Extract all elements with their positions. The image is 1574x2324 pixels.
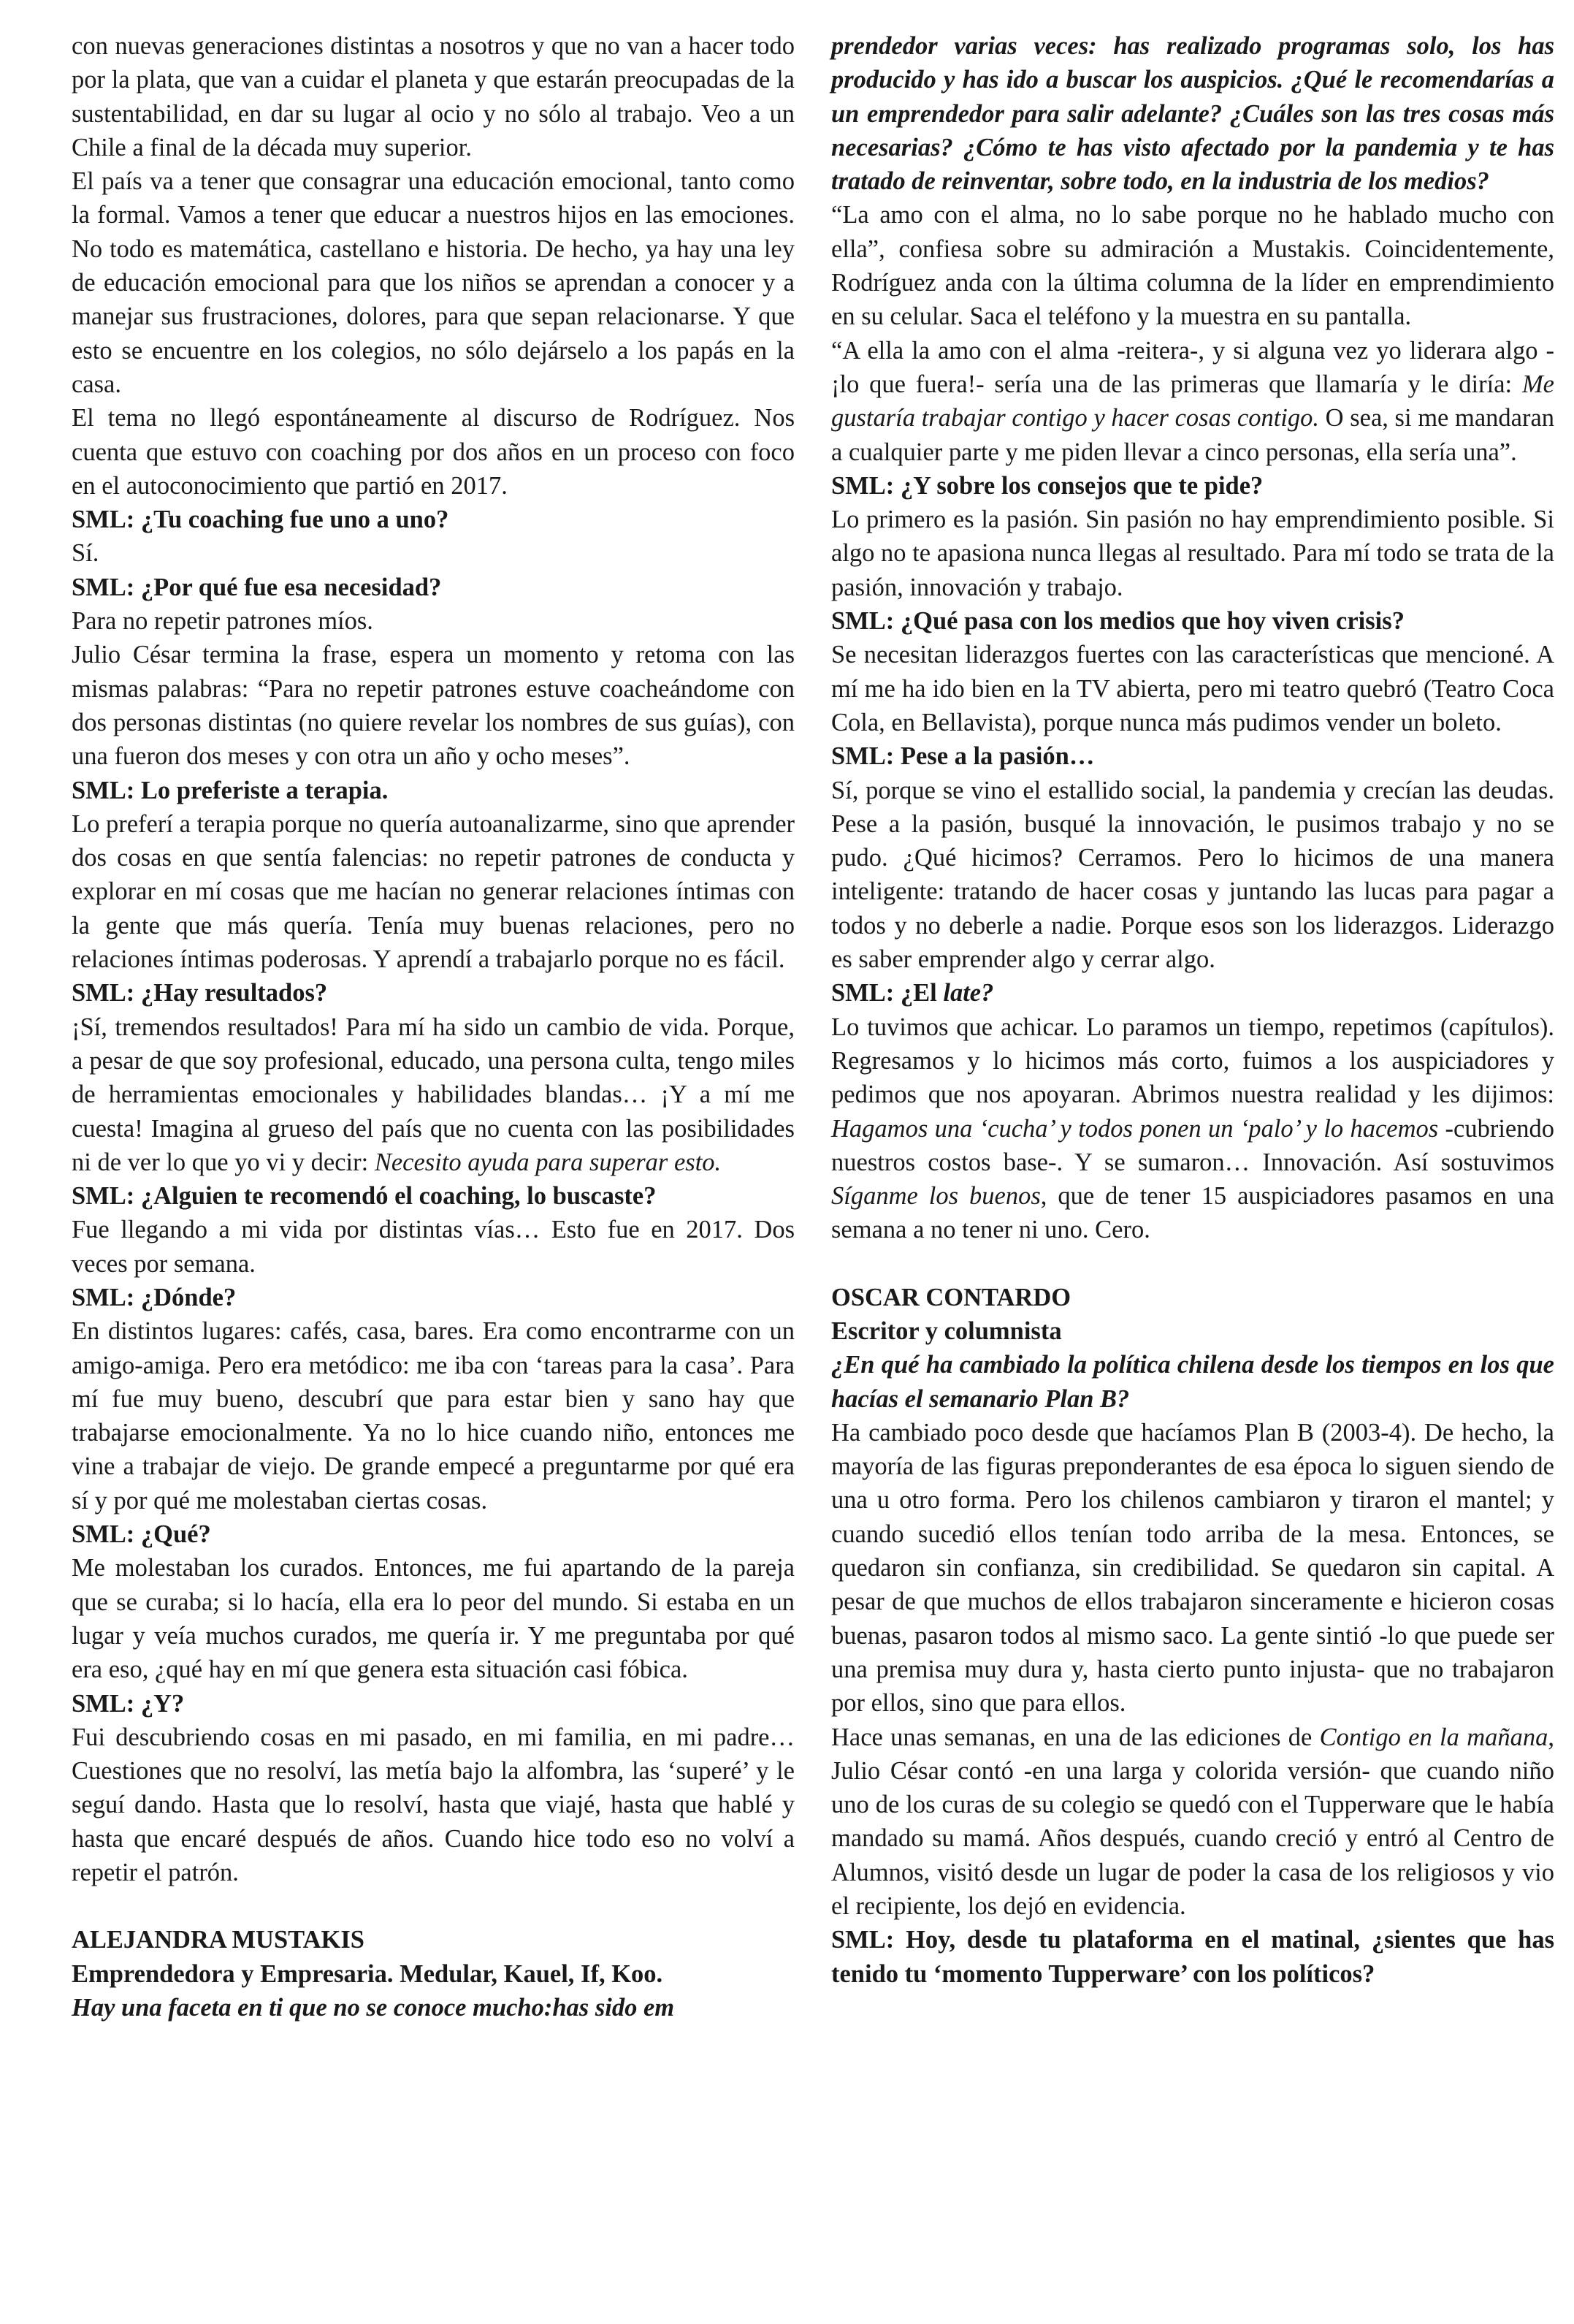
interview-answer: Sí, porque se vino el estallido social, la pandemia y crecían las deudas. Pese a la pasión, busqué la innovación, le pusimos trabajo y no se pudo. ¿Qué hicimos? Cerramos. Pero lo hicimos de una manera inteligente: tratando de hacer cosas y juntando las lucas para pagar a todos y no deberle a nadie. Porque esos son los liderazgos. Liderazgo es saber emprender algo y cerrar algo. [831,776,1554,974]
interviewee-question: prendedor varias veces: has realizado programas solo, los has producido y has ido a buscar los auspicios. ¿Qué le recomendarías a un emprendedor para salir adelante? ¿Cuáles son las tres cosas más necesarias? ¿Cómo te has visto afectado por la pandemia y te has tratado de reinventar, sobre todo, en la industria de los medios? [831,32,1554,196]
interviewee-role: Emprendedora y Empresaria. Medular, Kauel, If, Koo. [72,1959,663,1988]
interview-question: SML: ¿Tu coaching fue uno a uno? [72,506,449,534]
answer-text: ¡Sí, tremendos resultados! Para mí ha sido un cambio de vida. Porque, a pesar de que soy profesional, educado, una persona culta, tengo miles de herramientas emocionales y habilidades blandas… ¡Y a mí me cuesta! Imagina al grueso del país que no cuenta con las posibilidades ni de ver lo que yo vi y decir: [72,1013,795,1176]
interview-answer: Lo primero es la pasión. Sin pasión no hay emprendimiento posible. Si algo no te apasiona nunca llegas al resultado. Para mí todo se trata de la pasión, innovación y trabajo. [831,506,1554,601]
paragraph: con nuevas generaciones distintas a nosotros y que no van a hacer todo por la plata, que van a cuidar el planeta y que estarán preocupadas de la sustentabilidad, en dar su lugar al ocio y no sólo al trabajo. Veo a un Chile a final de la década muy superior. [72,32,795,161]
paragraph: El país va a tener que consagrar una educación emocional, tanto como la formal. Vamos a tener que educar a nuestros hijos en las emociones. No todo es matemática, castellano e historia. De hecho, ya hay una ley de educación emocional para que los niños se aprendan a conocer y a manejar sus frustraciones, dolores, para que sepan relacionarse. Y que esto se encuentre en los colegios, no sólo dejárselo a los papás en la casa. [72,167,795,398]
interview-answer: Me molestaban los curados. Entonces, me fui apartando de la pareja que se curaba; si lo hacía, ella era lo peor del mundo. Si estaba en un lugar y veía muchos curados, me quería ir. Y me preguntaba por qué era eso, ¿qué hay en mí que genera esta situación casi fóbica. [72,1554,795,1684]
interview-question: SML: Hoy, desde tu plataforma en el matinal, ¿sientes que has tenido tu ‘momento Tupperware’ con los políticos? [831,1926,1554,1988]
question-text: SML: ¿El [831,979,944,1007]
paragraph: Julio César termina la frase, espera un momento y retoma con las mismas palabras: “Para no repetir patrones estuve coacheándome con dos personas distintas (no quiere revelar los nombres de sus guías), con una fueron dos meses y con otra un año y ocho meses”. [72,641,795,771]
interview-question [831,976,1554,1010]
interview-question: SML: ¿Qué? [72,1520,211,1549]
interview-question: SML: ¿Dónde? [72,1283,237,1311]
paragraph [831,334,1554,469]
interview-question: SML: ¿Qué pasa con los medios que hoy viven crisis? [831,607,1405,636]
right-column [831,29,1554,1991]
interview-answer: Lo preferí a terapia porque no quería autoanalizarme, sino que aprender dos cosas en que sentía falencias: no repetir patrones de conducta y explorar en mí cosas que me hacían no generar relaciones íntimas con la gente que más quería. Tenía muy buenas relaciones, pero no relaciones íntimas poderosas. Y aprendí a trabajarlo porque no es fácil. [72,809,795,974]
interview-answer: Sí. [72,539,99,568]
interviewee-question: ¿En qué ha cambiado la política chilena desde los tiempos en los que hacías el semanario Plan B? [831,1351,1554,1413]
interviewee-name: OSCAR CONTARDO [831,1283,1071,1311]
paragraph-text: O sea, si me mandaran a cualquier parte y me piden llevar a cinco personas, ella sería una”. [831,404,1555,466]
interview-question: SML: ¿Por qué fue esa necesidad? [72,573,442,601]
interview-answer [72,1010,795,1179]
answer-italic: Síganme los buenos [831,1182,1041,1211]
interview-question: SML: ¿Y? [72,1689,185,1718]
interviewee-question: Hay una faceta en ti que no se conoce mucho:has sido em [72,1993,675,2022]
question-italic: late? [943,979,994,1007]
interview-question: SML: ¿Alguien te recomendó el coaching, lo buscaste? [72,1182,657,1211]
interviewee-role: Escritor y columnista [831,1317,1062,1345]
interview-answer: Fue llegando a mi vida por distintas vías… Esto fue en 2017. Dos veces por semana. [72,1216,795,1278]
interview-answer [831,1010,1554,1247]
interview-answer: Para no repetir patrones míos. [72,607,373,636]
answer-text: Lo tuvimos que achicar. Lo paramos un tiempo, repetimos (capítulos). Regresamos y lo hicimos más corto, fuimos a los auspiciadores y pedimos que nos apoyaran. Abrimos nuestra realidad y les dijimos: [831,1013,1554,1109]
answer-italic: Necesito ayuda para superar esto. [374,1148,722,1176]
paragraph: “La amo con el alma, no lo sabe porque no he hablado mucho con ella”, confiesa sobre su admiración a Mustakis. Coincidentemente, Rodríguez anda con la última columna de la líder en emprendimiento en su celular. Saca el teléfono y la muestra en su pantalla. [831,201,1554,331]
paragraph-text: , Julio César contó -en una larga y colorida versión- que cuando niño uno de los curas de su colegio se quedó con el Tupperware que le había mandado su mamá. Años después, cuando creció y entró al Centro de Alumnos, visitó desde un lugar de poder la casa de los religiosos y vio el recipiente, los dejó en evidencia. [831,1723,1555,1921]
answer-text: -cubriendo nuestros costos base-. Y se sumaron… Innovación. Así sostuvimos [831,1114,1554,1176]
interview-question: SML: ¿Hay resultados? [72,979,328,1007]
left-column [72,29,795,2024]
paragraph [831,1721,1554,1924]
section-gap [72,1889,795,1923]
interview-answer: Ha cambiado poco desde que hacíamos Plan B (2003-4). De hecho, la mayoría de las figuras preponderantes de esa época lo siguen siendo de una u otro forma. Pero los chilenos cambiaron y tiraron el mantel; y cuando sucedió ellos tenían todo arriba de la mesa. Entonces, se quedaron sin confianza, sin credibilidad. Se quedaron sin capital. A pesar de que muchos de ellos trabajaron sinceramente e hicieron cosas buenas, pasaron todos al mismo saco. La gente sintió -lo que puede ser una premisa muy dura y, hasta cierto punto injusta- que no trabajaron por ellos, sino que para ellos. [831,1418,1554,1718]
paragraph: El tema no llegó espontáneamente al discurso de Rodríguez. Nos cuenta que estuvo con coaching por dos años en un proceso con foco en el autoconocimiento que partió en 2017. [72,404,795,500]
interview-answer: En distintos lugares: cafés, casa, bares. Era como encontrarme con un amigo-amiga. Pero era metódico: me iba con ‘tareas para la casa’. Para mí fue muy bueno, descubrí que para estar bien y sano hay que trabajarse emocionalmente. Ya no lo hice cuando niño, entonces me vine a trabajar de viejo. De grande empecé a preguntarme por qué era sí y por qué me molestaban ciertas cosas. [72,1317,795,1515]
paragraph-italic: Contigo en la mañana [1319,1723,1548,1751]
answer-italic: Hagamos una ‘cucha’ y todos ponen un ‘palo’ y lo hacemos [831,1114,1439,1143]
interviewee-name: ALEJANDRA MUSTAKIS [72,1926,364,1954]
paragraph-text: “A ella la amo con el alma -reitera-, y si alguna vez yo liderara algo -¡lo que fuera!- sería una de las primeras que llamaría y le diría: [831,336,1554,398]
paragraph-italic: Me gustaría trabajar contigo y hacer cosas contigo. [831,370,1554,433]
interview-answer: Se necesitan liderazgos fuertes con las características que mencioné. A mí me ha ido bien en la TV abierta, pero mi teatro quebró (Teatro Coca Cola, en Bellavista), porque nunca más pudimos vender un boleto. [831,641,1554,736]
interview-question: SML: ¿Y sobre los consejos que te pide? [831,471,1264,500]
interview-question: SML: Pese a la pasión… [831,742,1095,771]
answer-text: , que de tener 15 auspiciadores pasamos en una semana a no tener ni uno. Cero. [831,1182,1554,1244]
paragraph-text: Hace unas semanas, en una de las ediciones de [831,1723,1320,1751]
interview-question: SML: Lo preferiste a terapia. [72,776,389,804]
section-gap [831,1247,1554,1281]
interview-answer: Fui descubriendo cosas en mi pasado, en mi familia, en mi padre… Cuestiones que no resolví, las metía bajo la alfombra, las ‘superé’ y le seguí dando. Hasta que lo resolví, hasta que viajé, hasta que hablé y hasta que encaré después de años. Cuando hice todo eso no volví a repetir el patrón. [72,1723,795,1887]
